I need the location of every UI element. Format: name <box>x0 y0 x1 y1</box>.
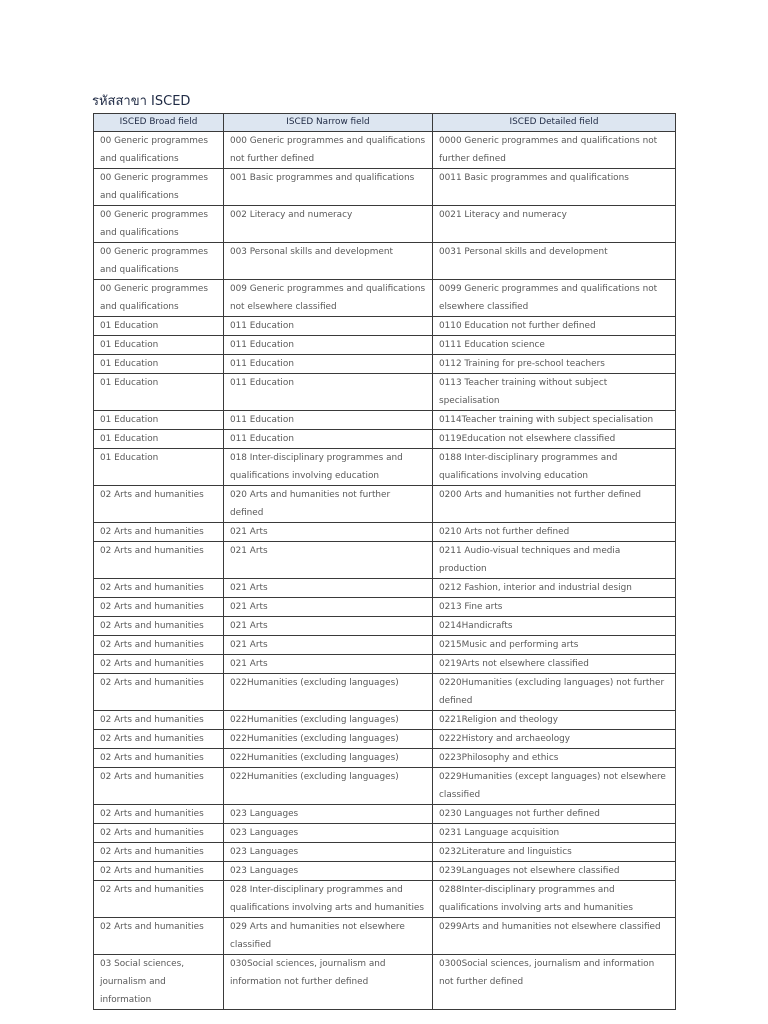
table-row <box>94 336 676 355</box>
narrow-field-cell: 011 Education <box>224 411 433 430</box>
detailed-field-cell: 0221Religion and theology <box>433 711 676 730</box>
broad-field-cell: 01 Education <box>94 355 224 374</box>
detailed-field-cell: 0215Music and performing arts <box>433 636 676 655</box>
page-title: รหัสสาขา ISCED <box>92 94 191 109</box>
detailed-field-cell: 0099 Generic programmes and qualifications not elsewhere classified <box>433 280 676 317</box>
table-row <box>94 355 676 374</box>
detailed-field-cell: 0111 Education science <box>433 336 676 355</box>
narrow-field-cell: 011 Education <box>224 355 433 374</box>
detailed-field-cell: 0231 Language acquisition <box>433 824 676 843</box>
detailed-field-cell: 0119Education not elsewhere classified <box>433 430 676 449</box>
table-row <box>94 918 676 955</box>
table-row <box>94 243 676 280</box>
narrow-field-cell: 023 Languages <box>224 805 433 824</box>
narrow-field-cell: 022Humanities (excluding languages) <box>224 730 433 749</box>
table-row <box>94 862 676 881</box>
detailed-field-cell: 0188 Inter-disciplinary programmes and qualifications involving education <box>433 449 676 486</box>
detailed-field-cell: 0232Literature and linguistics <box>433 843 676 862</box>
table-row <box>94 674 676 711</box>
narrow-field-cell: 028 Inter-disciplinary programmes and qualifications involving arts and humanities <box>224 881 433 918</box>
detailed-field-cell: 0031 Personal skills and development <box>433 243 676 280</box>
broad-field-cell: 02 Arts and humanities <box>94 805 224 824</box>
broad-field-cell: 01 Education <box>94 336 224 355</box>
narrow-field-cell: 011 Education <box>224 374 433 411</box>
narrow-field-cell: 009 Generic programmes and qualifications not elsewhere classified <box>224 280 433 317</box>
narrow-field-cell: 021 Arts <box>224 579 433 598</box>
narrow-field-cell: 023 Languages <box>224 843 433 862</box>
broad-field-cell: 02 Arts and humanities <box>94 636 224 655</box>
table-row <box>94 280 676 317</box>
detailed-field-cell: 0288Inter-disciplinary programmes and qualifications involving arts and humanities <box>433 881 676 918</box>
detailed-field-cell: 0210 Arts not further defined <box>433 523 676 542</box>
narrow-field-cell: 022Humanities (excluding languages) <box>224 768 433 805</box>
narrow-field-cell: 021 Arts <box>224 598 433 617</box>
table-row <box>94 579 676 598</box>
broad-field-cell: 00 Generic programmes and qualifications <box>94 243 224 280</box>
broad-field-cell: 01 Education <box>94 374 224 411</box>
broad-field-cell: 00 Generic programmes and qualifications <box>94 280 224 317</box>
broad-field-cell: 00 Generic programmes and qualifications <box>94 169 224 206</box>
detailed-field-cell: 0229Humanities (except languages) not elsewhere classified <box>433 768 676 805</box>
table-row <box>94 881 676 918</box>
table-row <box>94 132 676 169</box>
broad-field-cell: 02 Arts and humanities <box>94 749 224 768</box>
detailed-field-cell: 0112 Training for pre-school teachers <box>433 355 676 374</box>
broad-field-cell: 02 Arts and humanities <box>94 862 224 881</box>
detailed-field-cell: 0220Humanities (excluding languages) not further defined <box>433 674 676 711</box>
table-row <box>94 768 676 805</box>
table-row <box>94 486 676 523</box>
column-header-broad-field: ISCED Broad field <box>94 114 224 132</box>
table-row <box>94 805 676 824</box>
table-row <box>94 730 676 749</box>
detailed-field-cell: 0212 Fashion, interior and industrial design <box>433 579 676 598</box>
table-row <box>94 955 676 1010</box>
narrow-field-cell: 011 Education <box>224 317 433 336</box>
table-row <box>94 206 676 243</box>
table-row <box>94 317 676 336</box>
broad-field-cell: 02 Arts and humanities <box>94 843 224 862</box>
detailed-field-cell: 0110 Education not further defined <box>433 317 676 336</box>
detailed-field-cell: 0000 Generic programmes and qualifications not further defined <box>433 132 676 169</box>
table-row <box>94 598 676 617</box>
broad-field-cell: 02 Arts and humanities <box>94 655 224 674</box>
detailed-field-cell: 0113 Teacher training without subject specialisation <box>433 374 676 411</box>
narrow-field-cell: 021 Arts <box>224 655 433 674</box>
isced-table <box>93 113 676 1010</box>
table-row <box>94 411 676 430</box>
broad-field-cell: 02 Arts and humanities <box>94 824 224 843</box>
detailed-field-cell: 0200 Arts and humanities not further defined <box>433 486 676 523</box>
narrow-field-cell: 023 Languages <box>224 824 433 843</box>
detailed-field-cell: 0222History and archaeology <box>433 730 676 749</box>
broad-field-cell: 01 Education <box>94 430 224 449</box>
table-row <box>94 824 676 843</box>
broad-field-cell: 00 Generic programmes and qualifications <box>94 132 224 169</box>
table-header <box>94 114 676 132</box>
narrow-field-cell: 021 Arts <box>224 542 433 579</box>
table-row <box>94 449 676 486</box>
narrow-field-cell: 022Humanities (excluding languages) <box>224 711 433 730</box>
narrow-field-cell: 029 Arts and humanities not elsewhere classified <box>224 918 433 955</box>
broad-field-cell: 01 Education <box>94 449 224 486</box>
broad-field-cell: 02 Arts and humanities <box>94 730 224 749</box>
broad-field-cell: 02 Arts and humanities <box>94 711 224 730</box>
narrow-field-cell: 030Social sciences, journalism and information not further defined <box>224 955 433 1010</box>
narrow-field-cell: 000 Generic programmes and qualifications not further defined <box>224 132 433 169</box>
broad-field-cell: 02 Arts and humanities <box>94 579 224 598</box>
table-row <box>94 655 676 674</box>
broad-field-cell: 03 Social sciences, journalism and information <box>94 955 224 1010</box>
table-row <box>94 636 676 655</box>
narrow-field-cell: 021 Arts <box>224 523 433 542</box>
detailed-field-cell: 0021 Literacy and numeracy <box>433 206 676 243</box>
detailed-field-cell: 0211 Audio-visual techniques and media production <box>433 542 676 579</box>
broad-field-cell: 02 Arts and humanities <box>94 598 224 617</box>
broad-field-cell: 02 Arts and humanities <box>94 881 224 918</box>
table-row <box>94 617 676 636</box>
table-body <box>94 132 676 1010</box>
table-row <box>94 711 676 730</box>
detailed-field-cell: 0300Social sciences, journalism and information not further defined <box>433 955 676 1010</box>
detailed-field-cell: 0114Teacher training with subject specialisation <box>433 411 676 430</box>
table-row <box>94 430 676 449</box>
column-header-narrow-field: ISCED Narrow field <box>224 114 433 132</box>
narrow-field-cell: 001 Basic programmes and qualifications <box>224 169 433 206</box>
narrow-field-cell: 022Humanities (excluding languages) <box>224 749 433 768</box>
broad-field-cell: 00 Generic programmes and qualifications <box>94 206 224 243</box>
broad-field-cell: 02 Arts and humanities <box>94 768 224 805</box>
narrow-field-cell: 003 Personal skills and development <box>224 243 433 280</box>
table-row <box>94 843 676 862</box>
broad-field-cell: 02 Arts and humanities <box>94 486 224 523</box>
table-row <box>94 749 676 768</box>
broad-field-cell: 01 Education <box>94 411 224 430</box>
broad-field-cell: 02 Arts and humanities <box>94 674 224 711</box>
detailed-field-cell: 0230 Languages not further defined <box>433 805 676 824</box>
broad-field-cell: 02 Arts and humanities <box>94 918 224 955</box>
narrow-field-cell: 022Humanities (excluding languages) <box>224 674 433 711</box>
detailed-field-cell: 0223Philosophy and ethics <box>433 749 676 768</box>
detailed-field-cell: 0299Arts and humanities not elsewhere classified <box>433 918 676 955</box>
narrow-field-cell: 018 Inter-disciplinary programmes and qualifications involving education <box>224 449 433 486</box>
table-row <box>94 542 676 579</box>
narrow-field-cell: 021 Arts <box>224 636 433 655</box>
narrow-field-cell: 023 Languages <box>224 862 433 881</box>
broad-field-cell: 02 Arts and humanities <box>94 542 224 579</box>
table-row <box>94 523 676 542</box>
table-row <box>94 169 676 206</box>
broad-field-cell: 02 Arts and humanities <box>94 523 224 542</box>
detailed-field-cell: 0213 Fine arts <box>433 598 676 617</box>
detailed-field-cell: 0239Languages not elsewhere classified <box>433 862 676 881</box>
narrow-field-cell: 011 Education <box>224 336 433 355</box>
narrow-field-cell: 011 Education <box>224 430 433 449</box>
table-row <box>94 374 676 411</box>
detailed-field-cell: 0214Handicrafts <box>433 617 676 636</box>
narrow-field-cell: 002 Literacy and numeracy <box>224 206 433 243</box>
broad-field-cell: 01 Education <box>94 317 224 336</box>
narrow-field-cell: 020 Arts and humanities not further defined <box>224 486 433 523</box>
narrow-field-cell: 021 Arts <box>224 617 433 636</box>
detailed-field-cell: 0011 Basic programmes and qualifications <box>433 169 676 206</box>
column-header-detailed-field: ISCED Detailed field <box>433 114 676 132</box>
detailed-field-cell: 0219Arts not elsewhere classified <box>433 655 676 674</box>
broad-field-cell: 02 Arts and humanities <box>94 617 224 636</box>
